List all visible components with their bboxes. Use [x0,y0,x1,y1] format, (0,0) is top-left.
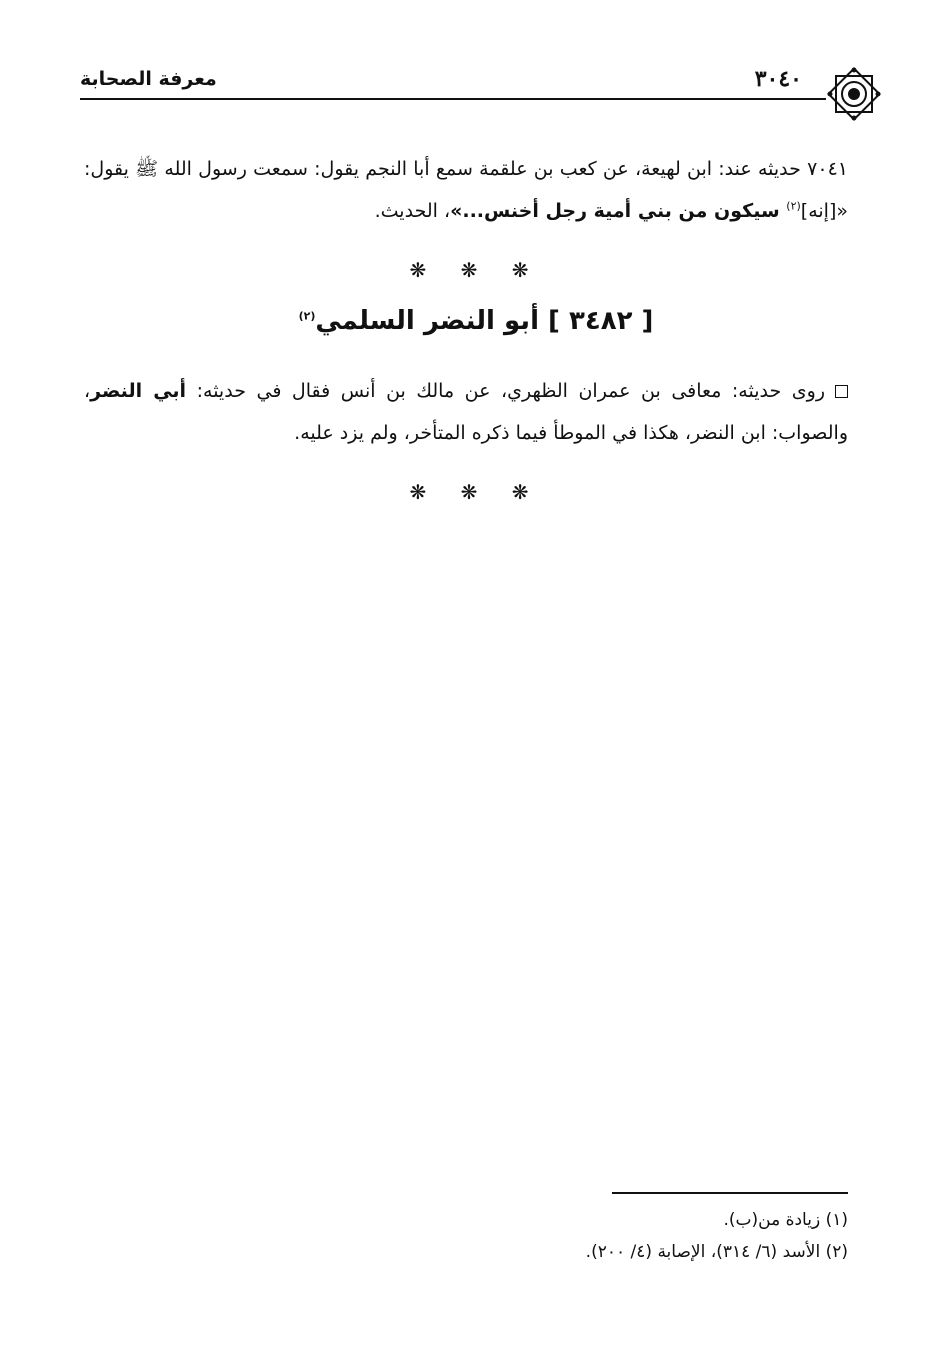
header-rule [80,98,826,100]
page-number: ٣٠٤٠ [754,66,802,92]
heading-close-bracket: ] [548,306,560,336]
footnote-2: (٢) الأسد (٦/ ٣١٤)، الإصابة (٤/ ٢٠٠). [585,1242,848,1262]
footnote-rule [612,1192,848,1194]
page-header [80,60,882,120]
entry-text-end: ، الحديث. [374,200,451,222]
ornament-icon [826,66,882,122]
section-separator: ❋ ❋ ❋ [409,480,543,504]
bold-name: أبي النضر [90,380,187,402]
heading-number: ٣٤٨٢ [569,306,633,336]
footnote-ref: (٢) [298,309,316,323]
footnote-1: (١) زيادة من(ب). [723,1210,848,1230]
heading-name: أبو النضر السلمي [315,306,549,336]
entry-3482-paragraph [84,370,848,454]
entry-7041-paragraph [84,148,848,232]
running-title: معرفة الصحابة [80,68,217,90]
square-bullet-icon [835,385,848,398]
hadith-quote: سيكون من بني أمية رجل أخنس...» [450,200,787,222]
entry-heading [0,306,952,336]
footnotes [84,1204,848,1268]
section-separator: ❋ ❋ ❋ [409,258,543,282]
entry-text: حديثه عند: ابن لهيعة، عن كعب بن علقمة سمع أبا النجم يقول: سمعت رسول الله ﷺ يقول: « [84,158,848,222]
entry-text-end: ، والصواب: ابن النضر، هكذا في الموطأ فيما ذكره المتأخر، ولم يزد عليه. [84,380,848,444]
bracket-insertion: [إنه] [800,200,837,222]
heading-open-bracket: [ [641,306,654,336]
entry-number: ٧٠٤١ [807,158,848,180]
entry-text: روى حديثه: معافى بن عمران الظهري، عن مالك بن أنس فقال في حديثه: [186,380,825,402]
footnote-ref: (٢) [786,199,801,213]
